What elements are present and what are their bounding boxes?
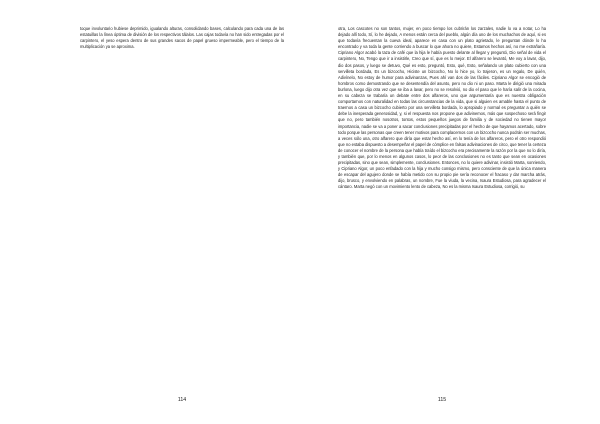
left-page-paragraph: toque involuntario hubiese deprimido, igualando alturas, consolidando bases, calculando para cada una de las estatuillas la línea óptima de división de los respectivos tálalos. Las cajas todavía no han sido entregadas por el carpintero, el yeso espera dentro de sus grandes sacos de papel grueso impermeable, pero el tiempo de la multiplicación ya se aproxima. <box>80 26 284 50</box>
left-page-number: 114 <box>177 397 187 403</box>
right-page-number: 115 <box>437 397 447 403</box>
right-page <box>300 0 600 424</box>
right-page-body <box>338 26 546 380</box>
right-page-paragraph: otra, Los cascotes no son tantos, mujer, en poco tiempo los cubrirán los zarzales, nadie lo va a notar, Lo ha dejado allí todo, Sí, lo he dejado, A menos están cerca del pueblo, algún día uno de los muchachos de aquí, si es que todavía frecuentan la cueva ideal, aparece en casa con un plato agrietado, le preguntan dónde lo ha encontrado y va toda la gente corriendo a buscar lo que ahora no quiere, Estamos hechos así, no me extrañaría. Cipriano Algor acabó la taza de café que la hija le había puesto delante al llegar y preguntó, Dio señal de vida el carpintero, No, Tengo que ir a insistirle, Creo que sí, que es lo mejor. El alfarero se levantó, Me voy a lavar, dijo, dio dos pasos, y luego se detuvo, Qué es esto, preguntó, Esto, qué, Esto, señalando un plato cubierto con una servilleta bordada, Es un bizcocho, Hiciste un bizcocho, No lo hice yo, lo trajeron, es un regalo, De quién, Adivínelo, No estoy de humor para adivinanzas, Pues ahí van dos de las fáciles. Cipriano Algor se encogió de hombros como demostrando que se desentendía del asunto, pero no dio ni un paso. Marta le dirigió una mirada burlona, luego dijo otra vez que se iba a lavar, pero no se resolvió, no dio el paso que le haría salir de la cocina, en su cabeza se trabaría un debate entre dos alfareros, uno que argumentaría que es nuestra obligación comportarnos con naturalidad en todas las circunstancias de la vida, que si alguien es amable hasta el punto de traernos a casa un bizcocho cubierto por una servilleta bordada, lo apropiado y normal es preguntar a quién se debe la inesperada generosidad, y, si el respuesta nos propone que adivinemos, más que sospechoso será fingir que no, pero también nosotros, tontos, estos pequeños juegos de familia y de sociedad no tienen mayor importancia, nadie se va a poner a sacar conclusiones precipitadas por el hecho de que hayamos acertado, sobre todo porque las personas que creen tener motivos para complacernos con un bizcocho nunca podrán ser muchas, a veces sólo una, otro alfarero que diría que estar hecho así, en lo tenía de los alfareros, pero el otro respondió que no estaba dispuesto a desempeñar el papel de cómplice en falsas adivinaciones de circo, que tener la certeza de conocer el nombre de la persona que había traído el bizcocho era precisamente la razón por la que no lo diría, y también que, por lo menos en algunos casos, lo peor de las conclusiones no es tanto que sean en ocasiones precipitadas, sino que sean, simplemente, conclusiones. Entonces, no lo quiere adivinar, insistió Marta, sonriendo, y Cipriano Algor, un poco enfadado con la hija y mucho consigo mismo, pero consciente de que la única manera de escapar del agujero donde se había metido con su propio pie sería reconocer el fracaso y dar marcha atrás, dijo, brusco, y envolviendo en palabras, un nombre, Fue la viuda, la vecina, Isaura Estudiosa, para agradecer el cántaro. Marta negó con un movimiento lento de cabeza, No es la misma Isaura Estudiosa, corrigió, su <box>338 26 546 190</box>
left-page-body <box>80 26 284 380</box>
